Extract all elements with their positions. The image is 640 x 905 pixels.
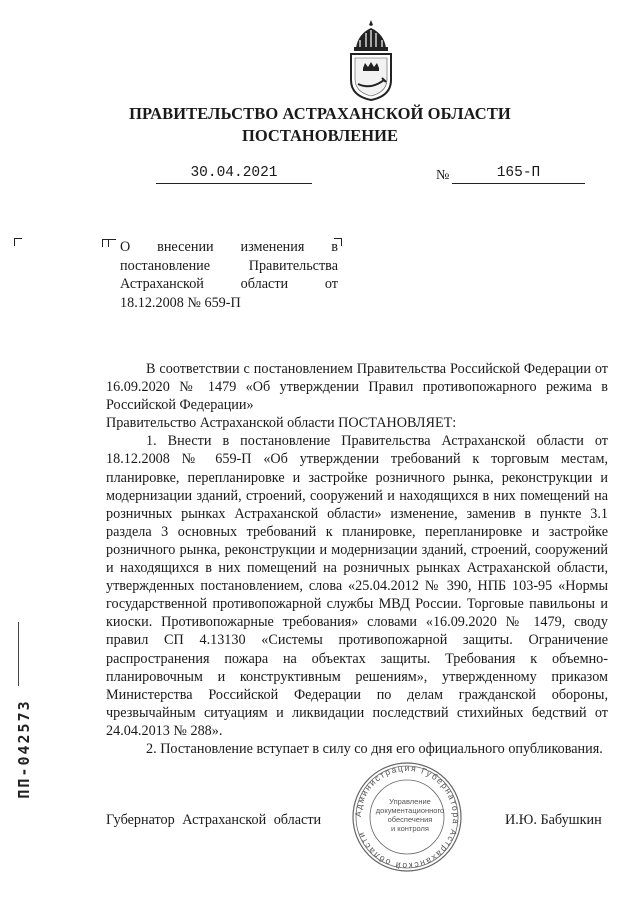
item-1-paragraph: 1. Внести в постановление Правительства Астраханской области от 18.12.2008 № 659-П «Об утверждении требований к торговым местам, планировке, перепланировке и застройке розничного рынка, реконструкции и модернизации зданий, строений, сооружений и находящихся в них помещений на розничных рынках Астраханской области» изменение, заменив в пункте 3.1 раздела 3 основных требований к планировке, перепланировке и застройке розничного рынка, реконструкции и модернизации зданий, строений, сооружений и находящихся в них помещений на розничных рынках Астраханской области, утвержденных постановлением, слова «25.04.2012 № 390, НПБ 103-95 «Нормы государственной противопожарной службы МВД России. Торговые павильоны и киоски. Противопожарные требования» словами «16.09.2020 № 1479, своду правил СП 4.13130 «Системы противопожарной защиты. Ограничение распространения пожара на объектах защиты. Требования к объемно-планировочным и конструктивным решениям», утвержденному приказом Министерства Российской Федерации по делам гражданской обороны, чрезвычайным ситуациям и ликвидации последствий стихийных бедствий от 24.04.2013 № 288». bbox=[106, 433, 608, 739]
serial-number: ПП-042573 bbox=[15, 699, 33, 799]
margin-line bbox=[18, 622, 19, 686]
preamble-paragraph: В соответствии с постановлением Правительства Российской Федерации от 16.09.2020 № 1479 «Об утверждении Правил противопожарного режима в Российской Федерации» bbox=[106, 361, 608, 414]
document-body bbox=[106, 360, 608, 758]
signatory-name: И.Ю. Бабушкин bbox=[505, 812, 602, 828]
item-2-paragraph: 2. Постановление вступает в силу со дня его официального опубликования. bbox=[146, 740, 603, 757]
document-date: 30.04.2021 bbox=[156, 163, 312, 184]
stamp-ring-text: Администрация Губернатора Астраханской области bbox=[352, 762, 462, 872]
subject-corner-mark-left-inner bbox=[108, 239, 116, 247]
document-subject: О внесении изменения в постановление Правительства Астраханской области от 18.12.2008 № 659-П bbox=[120, 239, 338, 311]
document-type-title: ПОСТАНОВЛЕНИЕ bbox=[242, 126, 398, 145]
document-number: 165-П bbox=[452, 163, 585, 184]
number-sign: № bbox=[436, 168, 450, 183]
left-margin-corner-mark bbox=[14, 238, 22, 246]
stamp-center-text: Управление документационного обеспечения и контроля bbox=[375, 797, 445, 833]
resolution-paragraph: Правительство Астраханской области ПОСТАНОВЛЯЕТ: bbox=[106, 415, 457, 432]
signatory-position: Губернатор Астраханской области bbox=[106, 812, 322, 828]
government-title: ПРАВИТЕЛЬСТВО АСТРАХАНСКОЙ ОБЛАСТИ bbox=[129, 104, 511, 123]
coat-of-arms-emblem bbox=[346, 18, 396, 102]
